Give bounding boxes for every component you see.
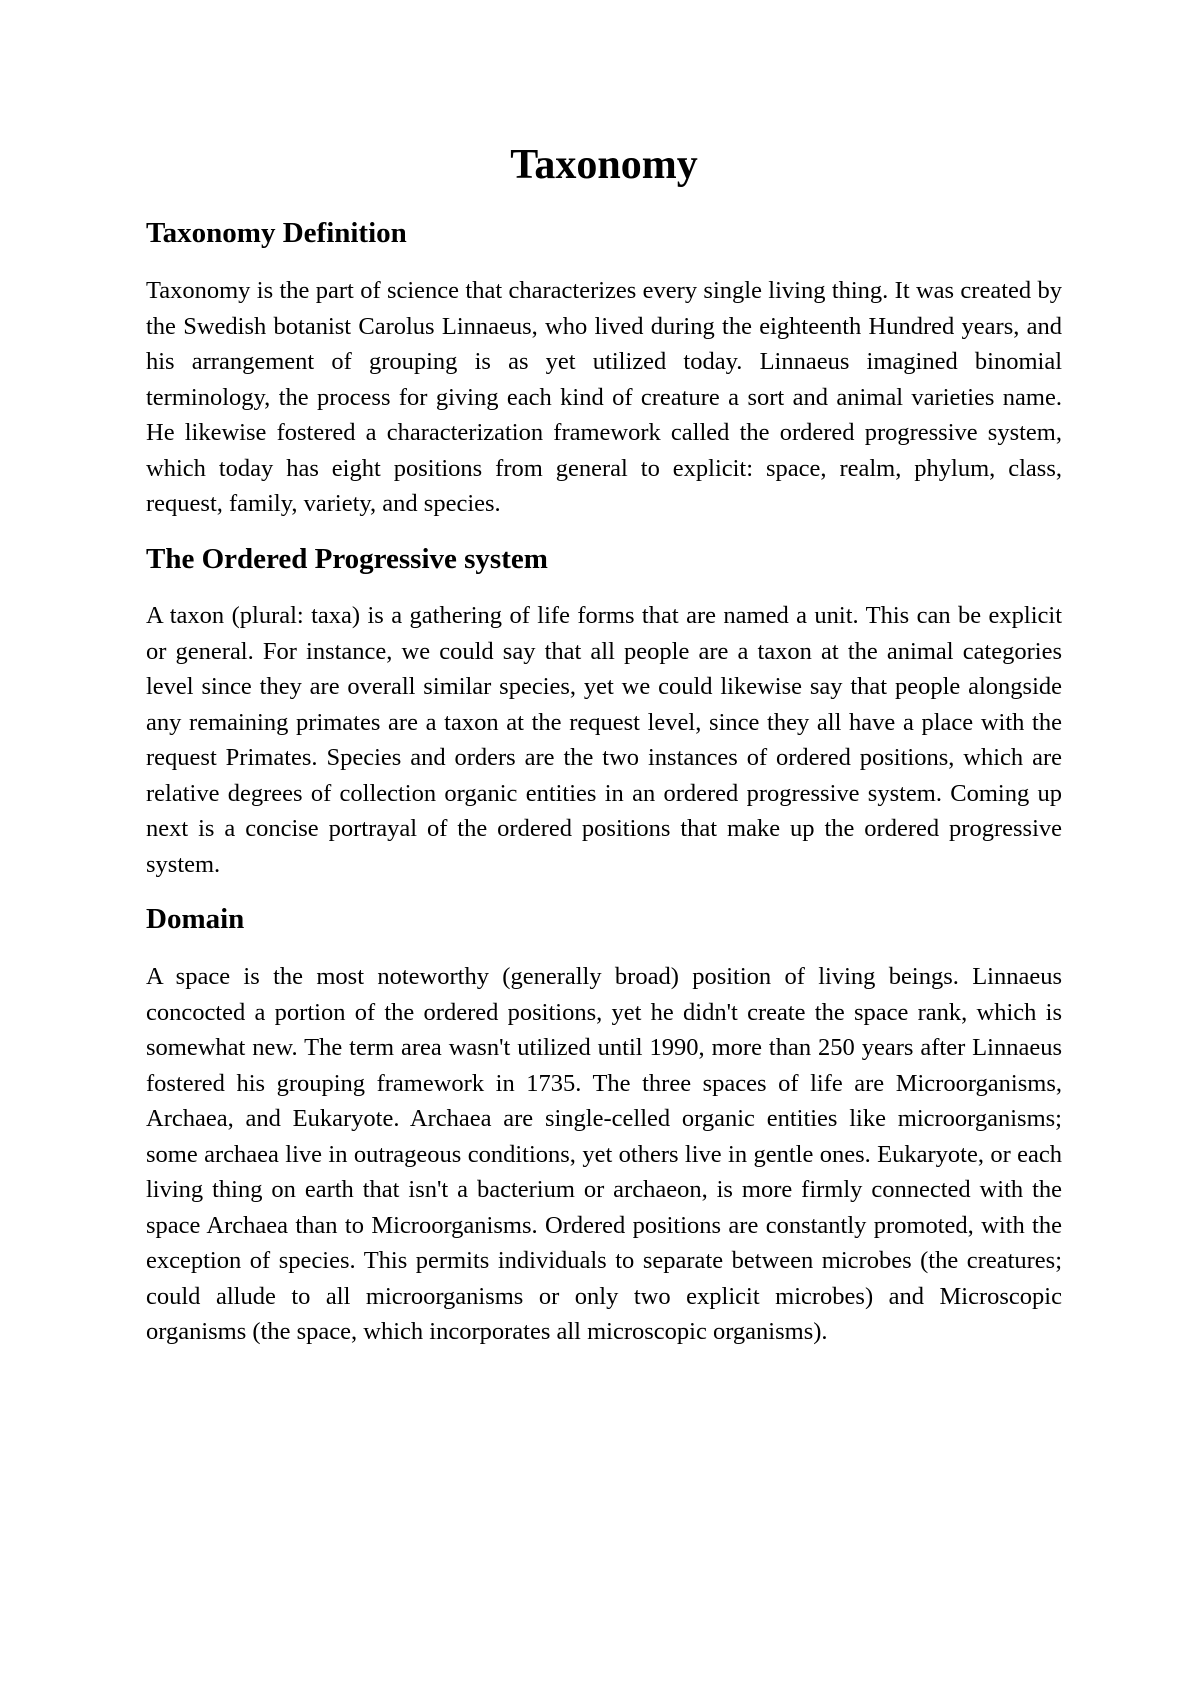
section-taxonomy-definition (146, 216, 1062, 521)
section-paragraph: A taxon (plural: taxa) is a gathering of life forms that are named a unit. This can be explicit or general. For instance, we could say that all people are a taxon at the animal categories level since they are overall similar species, yet we could likewise say that people alongside any remaining primates are a taxon at the request level, since they all have a place with the request Primates. Species and orders are the two instances of ordered positions, which are relative degrees of collection organic entities in an ordered progressive system. Coming up next is a concise portrayal of the ordered positions that make up the ordered progressive system. (146, 602, 1062, 878)
section-ordered-progressive-system (146, 542, 1062, 883)
section-domain (146, 902, 1062, 1349)
document-title: Taxonomy (510, 142, 698, 188)
section-paragraph: Taxonomy is the part of science that characterizes every single living thing. It was created by the Swedish botanist Carolus Linnaeus, who lived during the eighteenth Hundred years, and his arrangement of grouping is as yet utilized today. Linnaeus imagined binomial terminology, the process for giving each kind of creature a sort and animal varieties name. He likewise fostered a characterization framework called the ordered progressive system, which today has eight positions from general to explicit: space, realm, phylum, class, request, family, variety, and species. (146, 277, 1062, 518)
section-heading: The Ordered Progressive system (146, 542, 548, 575)
document-page (146, 140, 1062, 1370)
section-heading: Taxonomy Definition (146, 217, 407, 250)
section-heading: Domain (146, 903, 245, 936)
section-paragraph: A space is the most noteworthy (generally broad) position of living beings. Linnaeus concocted a portion of the ordered positions, yet he didn't create the space rank, which is somewhat new. The term area wasn't utilized until 1990, more than 250 years after Linnaeus fostered his grouping framework in 1735. The three spaces of life are Microorganisms, Archaea, and Eukaryote. Archaea are single-celled organic entities like microorganisms; some archaea live in outrageous conditions, yet others live in gentle ones. Eukaryote, or each living thing on earth that isn't a bacterium or archaeon, is more firmly connected with the space Archaea than to Microorganisms. Ordered positions are constantly promoted, with the exception of species. This permits individuals to separate between microbes (the creatures; could allude to all microorganisms or only two explicit microbes) and Microscopic organisms (the space, which incorporates all microscopic organisms). (146, 963, 1062, 1346)
